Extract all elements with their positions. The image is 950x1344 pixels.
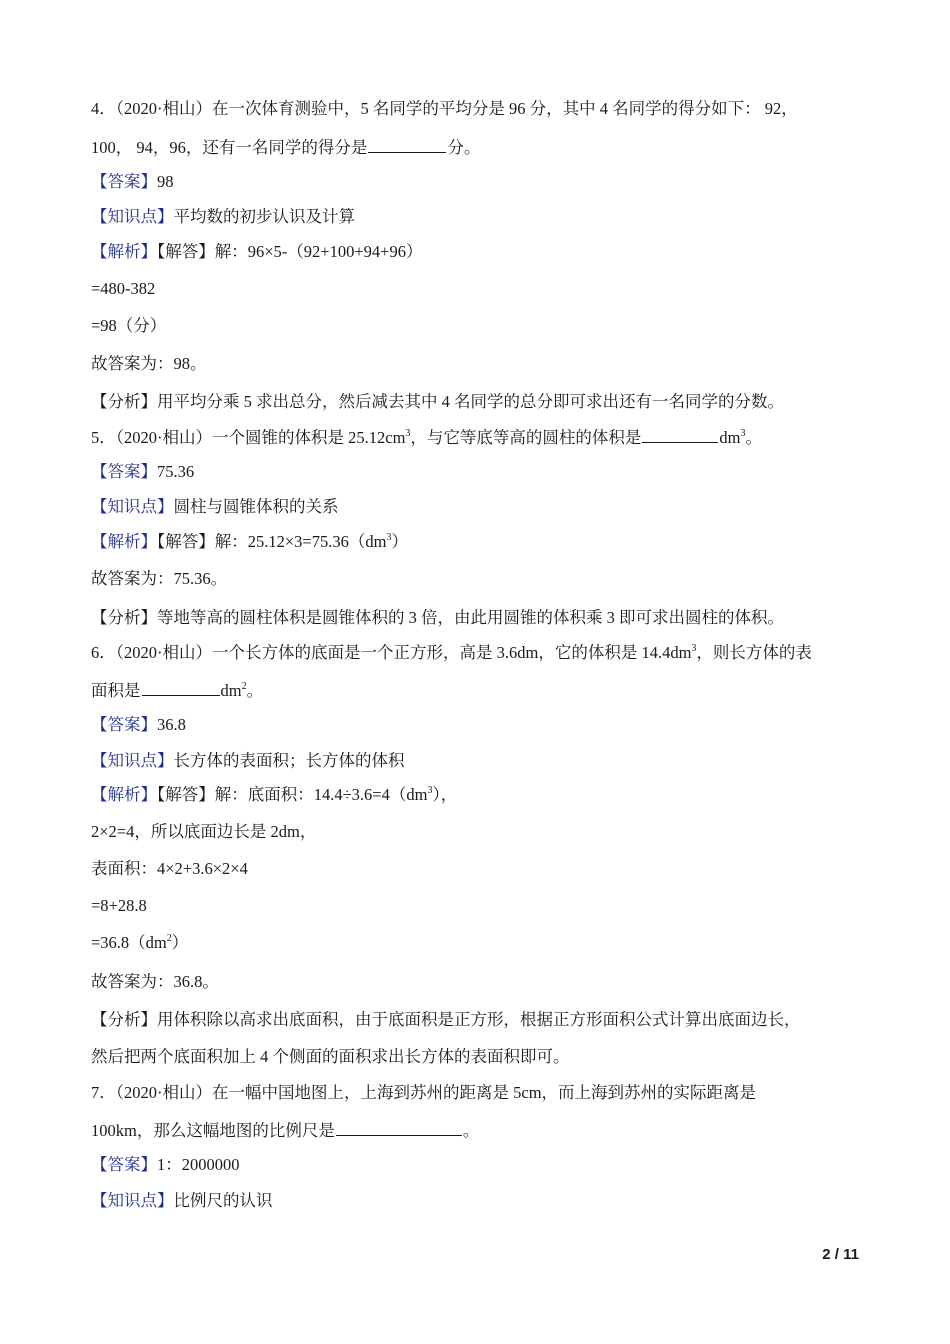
- q6-step-1: 2×2=4，所以底面边长是 2dm，: [91, 822, 317, 841]
- q5-stem-text: 5．（2020·相山）一个圆锥的体积是 25.12cm: [91, 428, 406, 447]
- q4-explanation-row: [91, 240, 860, 264]
- q5-stem-text-2: ，与它等底等高的圆柱的体积是: [410, 428, 642, 447]
- q7-knowledge-row: [91, 1189, 860, 1213]
- q5-answer-row: [91, 460, 860, 484]
- q4-stem-line1: 4．（2020·相山）在一次体育测验中，5 名同学的平均分是 96 分，其中 4 名同学的得分如下： 92，: [91, 99, 798, 118]
- q5-explanation-row: [91, 530, 860, 554]
- q7-answer-blank: [336, 1118, 462, 1136]
- q6-stem-text-3: 面积是: [91, 681, 141, 700]
- q4-answer-row: [91, 170, 860, 194]
- explanation-tag: 【解析】: [91, 785, 157, 804]
- q6-stem-text: 6．（2020·相山）一个长方体的底面是一个正方形，高是 3.6dm，它的体积是 14.4dm: [91, 643, 692, 662]
- q6-final-answer: 故答案为：36.8。: [91, 972, 219, 991]
- superscript: 3: [427, 785, 433, 796]
- q4-stem-line2: [91, 135, 860, 160]
- knowledge-tag: 【知识点】: [91, 497, 174, 516]
- q6-stem-end: 。: [246, 681, 264, 700]
- q4-stem-unit: 分。: [447, 138, 481, 157]
- explanation-tag: 【解析】: [91, 532, 157, 551]
- q5-answer: 75.36: [157, 462, 195, 481]
- q6-stem-text-2: ，则长方体的表: [696, 643, 812, 662]
- superscript: 3: [691, 643, 697, 654]
- q4-explanation: 【解答】解：96×5-（92+100+94+96）: [157, 242, 423, 261]
- q7-stem-line2: [91, 1118, 860, 1143]
- page-number: 2 / 11: [822, 1246, 859, 1263]
- q6-stem-line2: [91, 678, 860, 703]
- q6-answer-row: [91, 713, 860, 737]
- q6-analysis-line2: 然后把两个底面积加上 4 个侧面的面积求出长方体的表面积即可。: [91, 1047, 570, 1066]
- q6-explanation-row: [91, 783, 860, 807]
- q4-answer-blank: [368, 135, 446, 153]
- q5-final-answer: 故答案为：75.36。: [91, 569, 228, 588]
- q6-explanation-end: ），: [432, 785, 458, 804]
- q5-answer-blank: [642, 425, 718, 443]
- superscript: 3: [405, 428, 411, 439]
- q5-explanation-end: ）: [391, 532, 408, 551]
- q4-stem-text: 100， 94，96，还有一名同学的得分是: [91, 138, 368, 157]
- q5-stem: [91, 425, 860, 450]
- q5-analysis: 【分析】等地等高的圆柱体积是圆锥体积的 3 倍，由此用圆锥的体积乘 3 即可求出圆柱的体积。: [91, 608, 784, 627]
- q4-answer: 98: [157, 172, 174, 191]
- q7-stem-end: 。: [462, 1121, 480, 1140]
- q6-step-4: [91, 931, 860, 955]
- q7-stem-line1: 7．（2020·相山）在一幅中国地图上，上海到苏州的距离是 5cm，而上海到苏州的实际距离是: [91, 1083, 757, 1102]
- knowledge-tag: 【知识点】: [91, 1191, 174, 1210]
- q5-knowledge: 圆柱与圆锥体积的关系: [173, 497, 339, 516]
- q6-step-2: 表面积：4×2+3.6×2×4: [91, 859, 248, 878]
- q6-knowledge-row: [91, 749, 860, 773]
- q6-stem-line1: [91, 641, 860, 665]
- q7-answer: 1：2000000: [157, 1155, 240, 1174]
- q6-unit: dm: [220, 681, 242, 700]
- q6-answer: 36.8: [157, 715, 186, 734]
- q5-unit: dm: [719, 428, 741, 447]
- superscript: 2: [166, 933, 172, 944]
- answer-tag: 【答案】: [91, 715, 157, 734]
- q4-analysis: 【分析】用平均分乘 5 求出总分，然后减去其中 4 名同学的总分即可求出还有一名同学的分数。: [91, 392, 784, 411]
- knowledge-tag: 【知识点】: [91, 751, 174, 770]
- superscript: 3: [386, 532, 392, 543]
- q6-knowledge: 长方体的表面积；长方体的体积: [173, 751, 405, 770]
- q7-knowledge: 比例尺的认识: [173, 1191, 273, 1210]
- explanation-tag: 【解析】: [91, 242, 157, 261]
- answer-tag: 【答案】: [91, 1155, 157, 1174]
- q6-explanation: 【解答】解：底面积：14.4÷3.6=4（dm: [157, 785, 428, 804]
- knowledge-tag: 【知识点】: [91, 207, 174, 226]
- q5-stem-end: 。: [745, 428, 762, 447]
- q6-analysis-line1: 【分析】用体积除以高求出底面积，由于底面积是正方形，根据正方形面积公式计算出底面边长，: [91, 1010, 801, 1029]
- superscript: 3: [740, 428, 746, 439]
- q6-step-4-text: =36.8（dm: [91, 933, 167, 952]
- q4-final-answer: 故答案为：98。: [91, 354, 207, 373]
- q7-answer-row: [91, 1153, 860, 1177]
- q4-knowledge: 平均数的初步认识及计算: [173, 207, 355, 226]
- q6-answer-blank: [142, 678, 220, 696]
- answer-tag: 【答案】: [91, 462, 157, 481]
- answer-tag: 【答案】: [91, 172, 157, 191]
- q4-step-2: =98（分）: [91, 316, 167, 335]
- q4-knowledge-row: [91, 205, 860, 229]
- q5-knowledge-row: [91, 495, 860, 519]
- q5-explanation: 【解答】解：25.12×3=75.36（dm: [157, 532, 387, 551]
- q7-stem-text: 100km，那么这幅地图的比例尺是: [91, 1121, 335, 1140]
- q6-step-4-end: ）: [171, 933, 189, 952]
- q4-step-1: =480-382: [91, 279, 156, 298]
- superscript: 2: [241, 681, 247, 692]
- q6-step-3: =8+28.8: [91, 896, 147, 915]
